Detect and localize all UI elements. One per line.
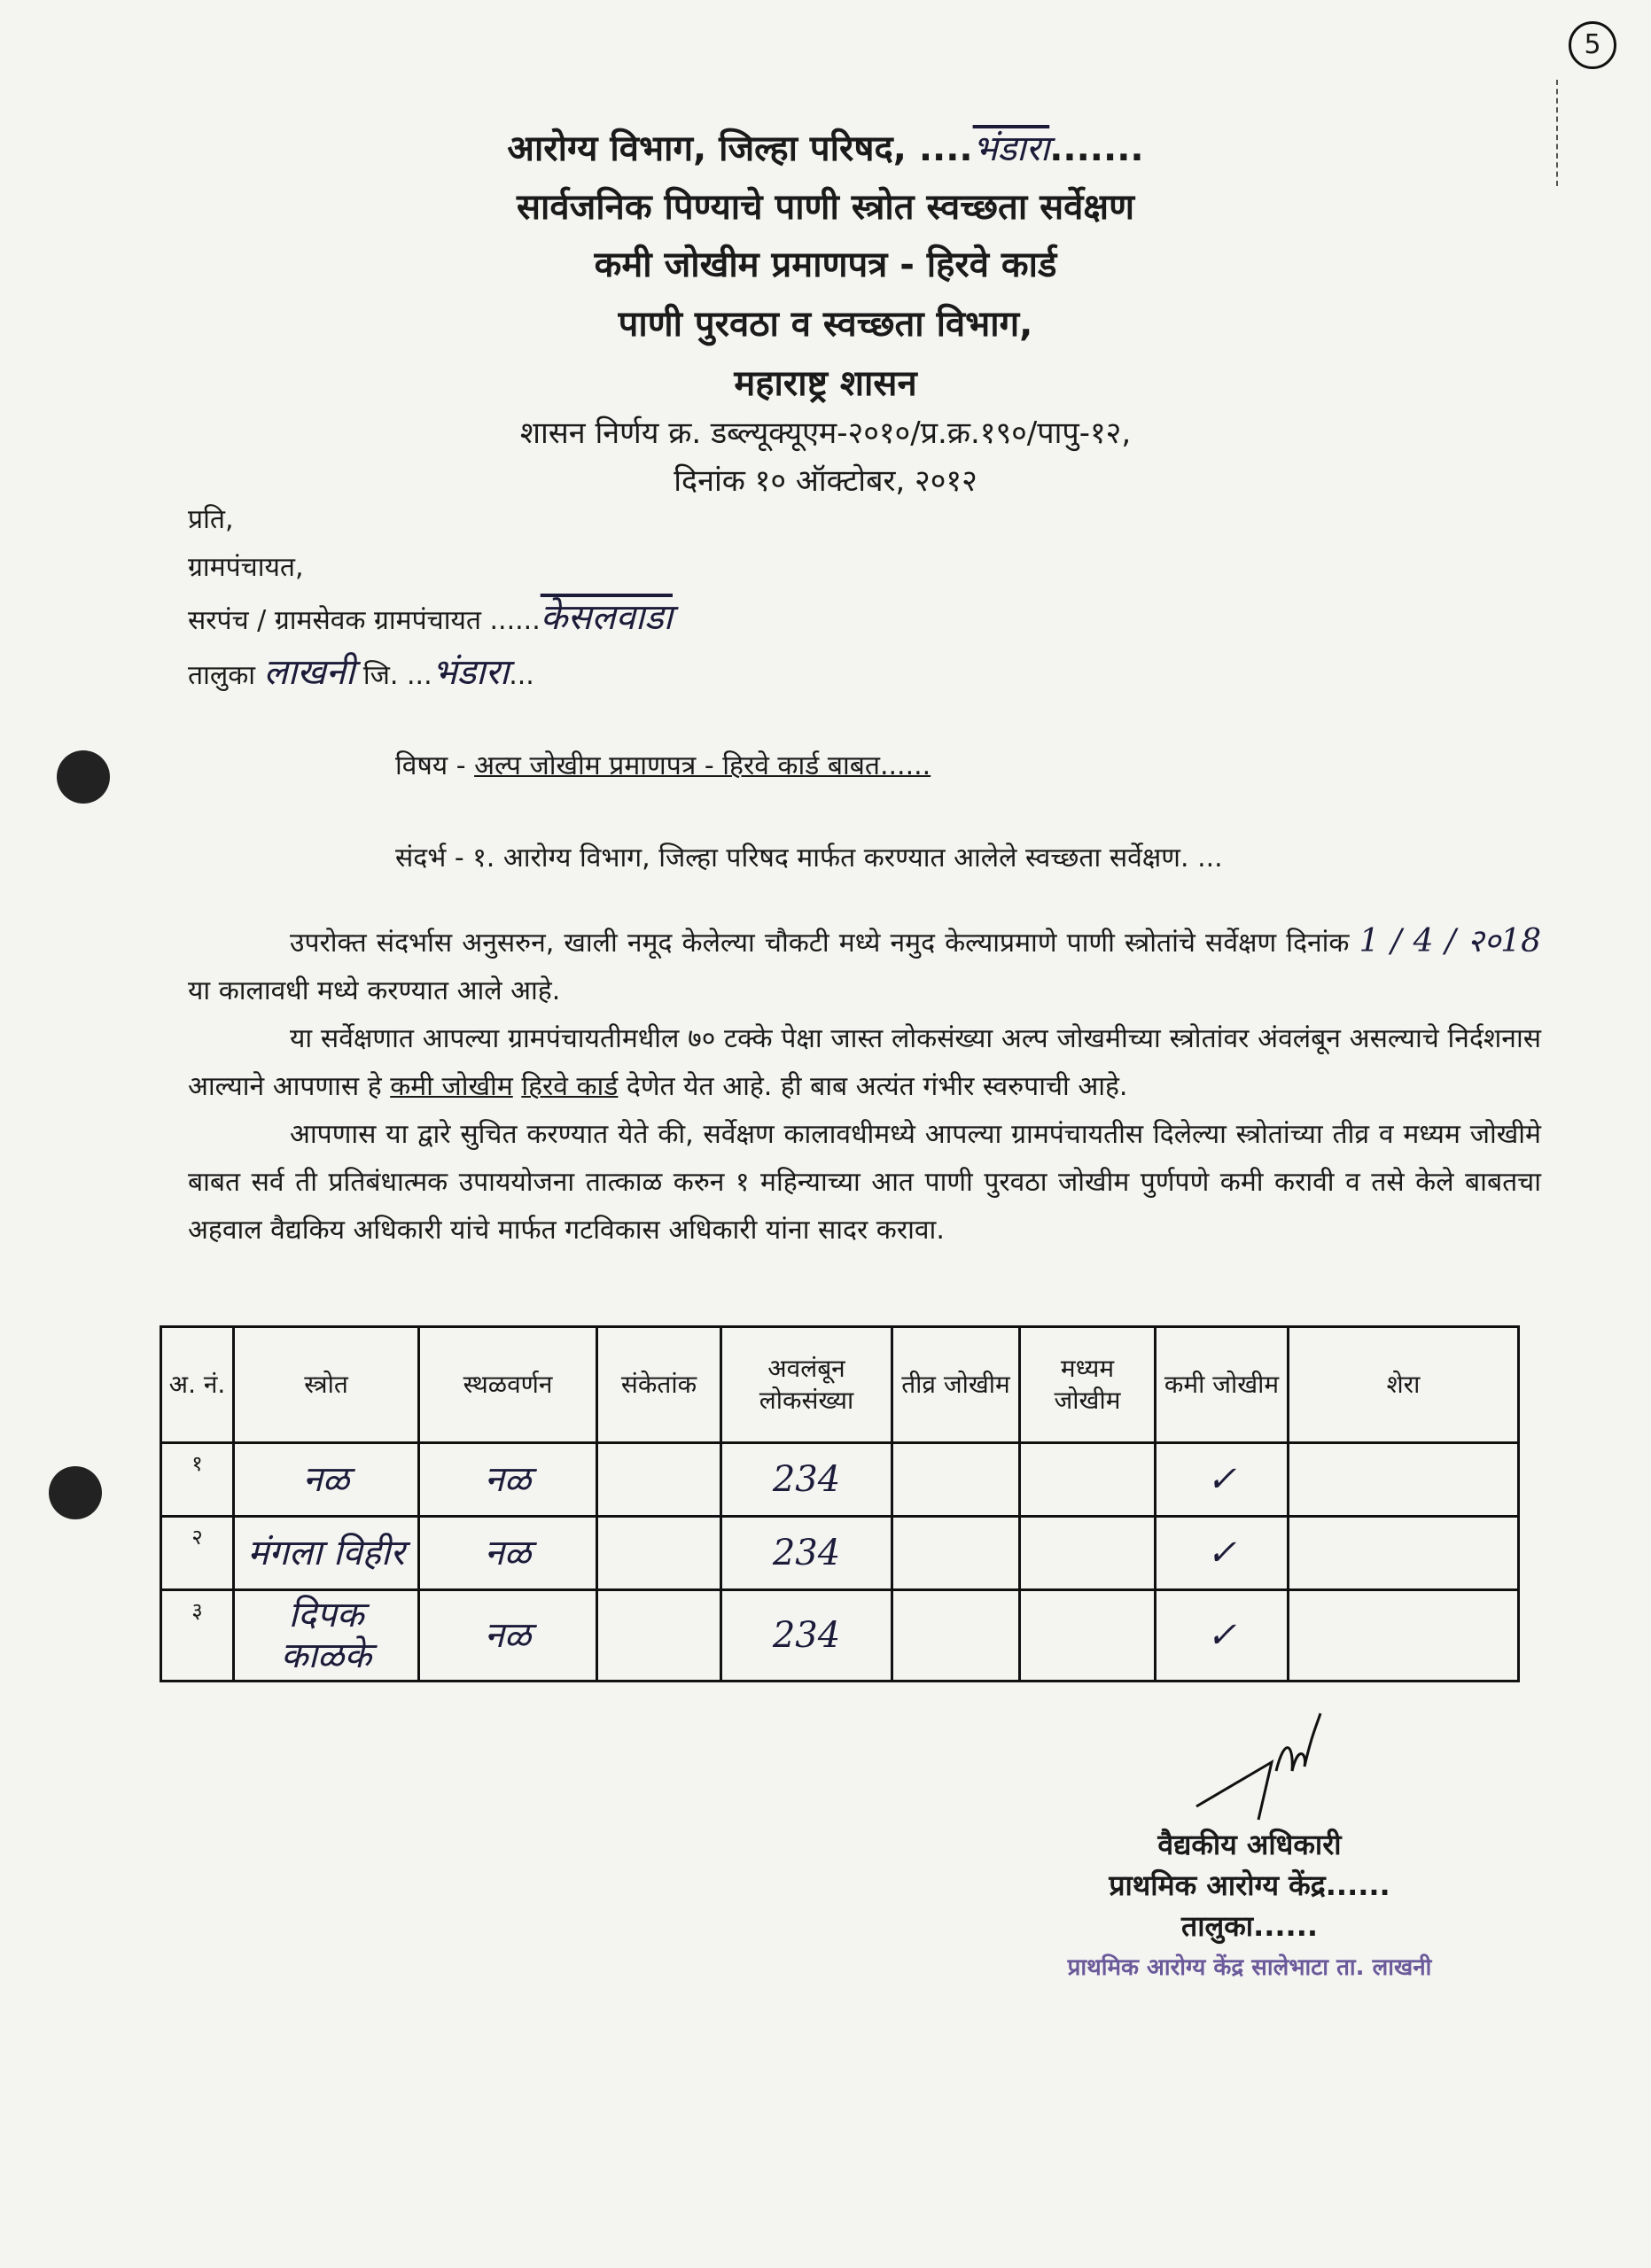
signature-area xyxy=(975,1709,1524,1984)
gr-date: दिनांक १० ऑक्टोबर, २०१२ xyxy=(674,463,977,499)
subject-text: अल्प जोखीम प्रमाणपत्र - हिरवे कार्ड बाबत...... xyxy=(474,750,931,781)
table-cell xyxy=(1289,1590,1519,1682)
taluka-label: तालुका xyxy=(188,660,256,691)
table-cell xyxy=(1020,1590,1156,1682)
column-header: कमी जोखीम xyxy=(1156,1327,1289,1443)
header-line5: महाराष्ट्र शासन xyxy=(734,363,917,404)
table-cell xyxy=(1020,1517,1156,1590)
subject xyxy=(395,742,1541,790)
table-cell: १ xyxy=(161,1443,234,1517)
table-cell: नळ xyxy=(234,1443,419,1517)
table-cell: ✓ xyxy=(1156,1517,1289,1590)
address-to: प्रति, xyxy=(188,504,234,535)
punch-hole xyxy=(57,750,110,804)
signature-title: वैद्यकीय अधिकारी xyxy=(1157,1828,1342,1861)
table-row xyxy=(161,1517,1519,1590)
reference-text: १. आरोग्य विभाग, जिल्हा परिषद मार्फत करण्यात आलेले स्वच्छता सर्वेक्षण. ... xyxy=(472,843,1223,874)
header-line1 xyxy=(0,126,1651,172)
page-number: 5 xyxy=(1569,21,1616,69)
table-cell: ✓ xyxy=(1156,1590,1289,1682)
dots: ... xyxy=(509,660,534,691)
letter-body xyxy=(168,496,1541,1984)
paragraph-1 xyxy=(188,918,1541,1015)
column-header: संकेतांक xyxy=(597,1327,721,1443)
taluka-handwritten: लाखनी xyxy=(263,652,355,693)
table-cell: नळ xyxy=(419,1517,597,1590)
address-taluka xyxy=(188,647,1541,702)
survey-table xyxy=(160,1325,1520,1682)
signature-block xyxy=(975,1824,1524,1946)
p2-underline-2: हिरवे कार्ड xyxy=(521,1071,619,1102)
reference-label: संदर्भ - xyxy=(395,843,473,874)
table-cell: 234 xyxy=(721,1517,892,1590)
p2-text-end: देणेत येत आहे. ही बाब अत्यंत गंभीर स्वरुपाची आहे. xyxy=(626,1071,1128,1102)
table-cell xyxy=(1289,1517,1519,1590)
subject-label: विषय - xyxy=(395,750,475,781)
survey-date-handwritten: 1 / 4 / २०18 xyxy=(1359,923,1541,959)
column-header: स्त्रोत xyxy=(234,1327,419,1443)
signature-phc: प्राथमिक आरोग्य केंद्र...... xyxy=(1109,1868,1390,1902)
table-row xyxy=(161,1590,1519,1682)
column-header: अवलंबून लोकसंख्या xyxy=(721,1327,892,1443)
header-line2: सार्वजनिक पिण्याचे पाणी स्त्रोत स्वच्छता सर्वेक्षण xyxy=(516,187,1135,228)
column-header: शेरा xyxy=(1289,1327,1519,1443)
table-cell: 234 xyxy=(721,1590,892,1682)
signature-taluka: तालुका...... xyxy=(1180,1909,1319,1943)
gr-number: शासन निर्णय क्र. डब्ल्यूक्यूएम-२०१०/प्र.क्र.१९०/पापु-१२, xyxy=(519,416,1132,451)
column-header: अ. नं. xyxy=(161,1327,234,1443)
table-row xyxy=(161,1443,1519,1517)
column-header: मध्यम जोखीम xyxy=(1020,1327,1156,1443)
signature-mark xyxy=(1188,1709,1329,1824)
punch-hole xyxy=(49,1466,102,1519)
table-cell xyxy=(892,1517,1020,1590)
address-sarpanch xyxy=(188,592,1541,647)
header-line3: कमी जोखीम प्रमाणपत्र - हिरवे कार्ड xyxy=(594,245,1057,285)
table-cell xyxy=(1020,1443,1156,1517)
reference xyxy=(395,835,1541,882)
table-cell xyxy=(892,1590,1020,1682)
village-handwritten: केसलवाडा xyxy=(540,597,673,638)
p2-text: या सर्वेक्षणात आपल्या ग्रामपंचायतीमधील ७० टक्के पेक्षा जास्त लोकसंख्या अल्प जोखमीच्या स्त्रोतांवर अंवलंबून असल्याचे निर्दशनास आल्याने आपणास हे xyxy=(188,1023,1541,1102)
table-cell xyxy=(597,1517,721,1590)
p2-underline-1: कमी जोखीम xyxy=(390,1071,513,1102)
sarpanch-label: सरपंच / ग्रामसेवक ग्रामपंचायत ...... xyxy=(188,605,541,636)
paragraph-2 xyxy=(188,1015,1541,1111)
district-handwritten: भंडारा xyxy=(972,128,1050,169)
table-cell: नळ xyxy=(419,1443,597,1517)
dots: ....... xyxy=(1049,128,1144,169)
table-cell xyxy=(597,1590,721,1682)
table-cell xyxy=(597,1443,721,1517)
header-text: आरोग्य विभाग, जिल्हा परिषद, .... xyxy=(507,128,973,169)
p1-text-end: या कालावधी मध्ये करण्यात आले आहे. xyxy=(188,975,561,1006)
table-cell: नळ xyxy=(419,1590,597,1682)
table-cell: ३ xyxy=(161,1590,234,1682)
taluka-label: तालुका xyxy=(1180,1909,1254,1943)
table-cell: 234 xyxy=(721,1443,892,1517)
official-stamp: प्राथमिक आरोग्य केंद्र सालेभाटा ता. लाखनी xyxy=(1067,1954,1432,1981)
table-cell: मंगला विहीर xyxy=(234,1517,419,1590)
table-cell xyxy=(1289,1443,1519,1517)
p3-text: आपणास या द्वारे सुचित करण्यात येते की, सर्वेक्षण कालावधीमध्ये आपल्या ग्रामपंचायतीस दिलेल्या स्त्रोतांच्या तीव्र व मध्यम जोखीमे बाबत सर्व ती प्रतिबंधात्मक उपाययोजना तात्काळ करुन १ महिन्याच्या आत पाणी पुरवठा जोखीम पुर्णपणे कमी करावी व तसे केले बाबतचा अहवाल वैद्यकिय अधिकारी यांचे मार्फत गटविकास अधिकारी यांना सादर करावा. xyxy=(188,1119,1541,1246)
column-header: तीव्र जोखीम xyxy=(892,1327,1020,1443)
signature-scribble xyxy=(1188,1709,1524,1824)
table-cell: ✓ xyxy=(1156,1443,1289,1517)
address-gp: ग्रामपंचायत, xyxy=(188,552,304,583)
table-cell xyxy=(892,1443,1020,1517)
p1-text: उपरोक्त संदर्भास अनुसरुन, खाली नमूद केलेल्या चौकटी मध्ये नमुद केल्याप्रमाणे पाणी स्त्रोतांचे सर्वेक्षण दिनांक xyxy=(290,928,1350,959)
paragraph-3 xyxy=(188,1111,1541,1254)
column-header: स्थळवर्णन xyxy=(419,1327,597,1443)
table-cell: २ xyxy=(161,1517,234,1590)
district-handwritten: भंडारा xyxy=(432,652,510,693)
phc-label: प्राथमिक आरोग्य केंद्र xyxy=(1109,1868,1326,1902)
district-label: जि. ... xyxy=(362,660,432,691)
table-cell: दिपक काळके xyxy=(234,1590,419,1682)
header-line4: पाणी पुरवठा व स्वच्छता विभाग, xyxy=(618,304,1033,345)
